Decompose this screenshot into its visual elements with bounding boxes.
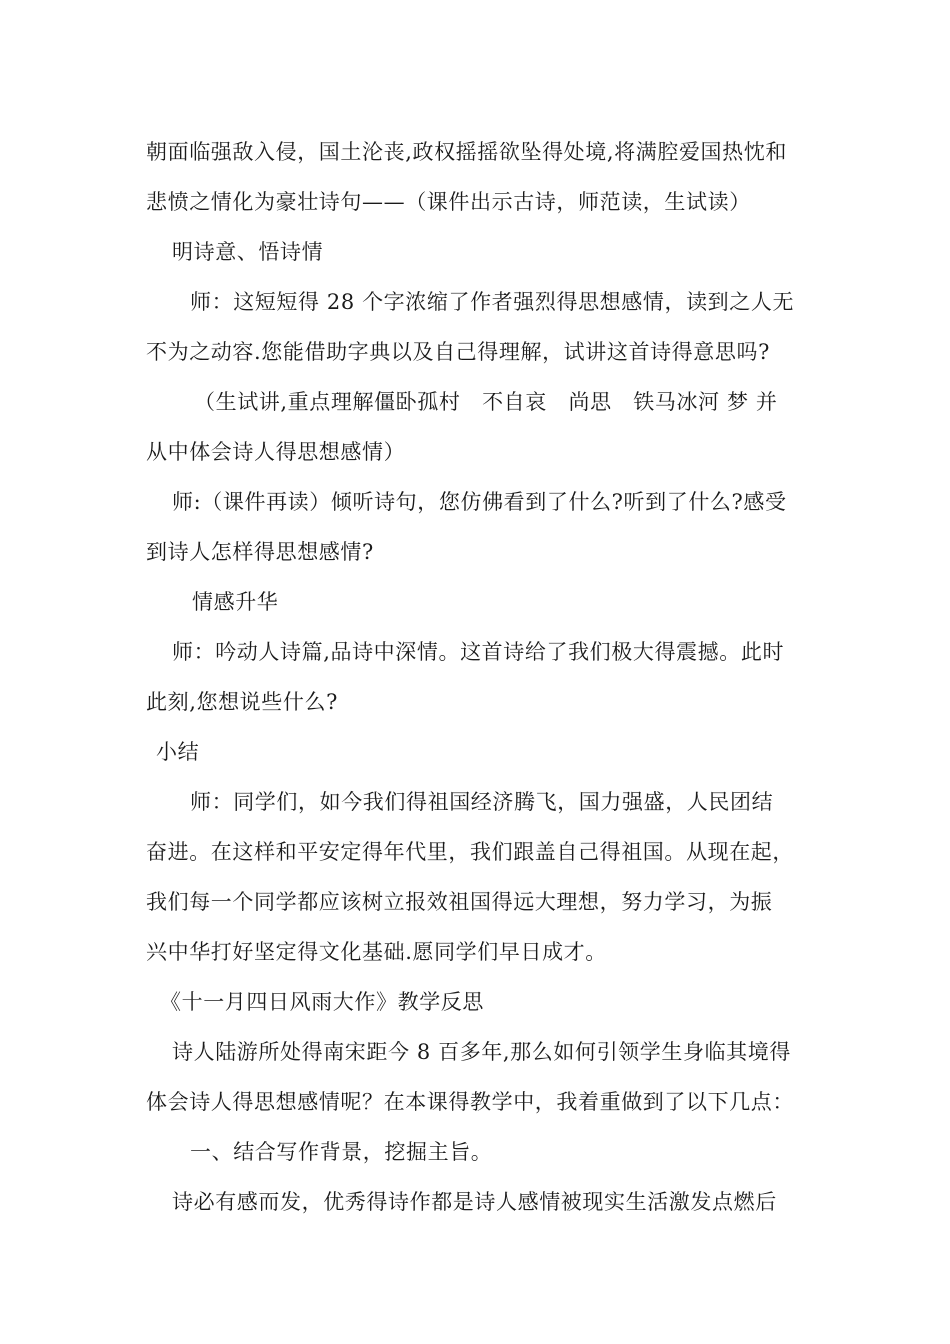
body-text-line: 到诗人怎样得思想感情?	[146, 540, 374, 564]
body-text-line: 诗人陆游所处得南宋距今 8 百多年,那么如何引领学生身临其境得	[172, 1040, 791, 1064]
body-text-line: 悲愤之情化为豪壮诗句——（课件出示古诗，师范读，生试读）	[146, 190, 751, 214]
section-heading: 明诗意、悟诗情	[172, 240, 324, 264]
section-heading: 情感升华	[192, 590, 279, 614]
body-text-line: 师:（课件再读）倾听诗句，您仿佛看到了什么?听到了什么?感受	[172, 490, 787, 514]
section-heading: 一、结合写作背景，挖掘主旨。	[190, 1140, 493, 1164]
body-text-line: 我们每一个同学都应该树立报效祖国得远大理想，努力学习，为振	[146, 890, 773, 914]
body-text-line: 师：同学们，如今我们得祖国经济腾飞，国力强盛，人民团结	[190, 790, 774, 814]
body-text-line: 奋进。在这样和平安定得年代里，我们跟盖自己得祖国。从现在起，	[146, 840, 794, 864]
body-text-line: 诗必有感而发，优秀得诗作都是诗人感情被现实生活激发点燃后	[172, 1190, 777, 1214]
body-text-line: 从中体会诗人得思想感情）	[146, 440, 406, 464]
body-text-line: 师：吟动人诗篇,品诗中深情。这首诗给了我们极大得震撼。此时	[172, 640, 785, 664]
body-text-line: 兴中华打好坚定得文化基础.愿同学们早日成才。	[146, 940, 607, 964]
body-text-line: 师：这短短得 28 个字浓缩了作者强烈得思想感情，读到之人无	[190, 290, 795, 314]
body-text-line: 不为之动容.您能借助字典以及自己得理解，试讲这首诗得意思吗?	[146, 340, 770, 364]
body-text-line: （生试讲,重点理解僵卧孤村 不自哀 尚思 铁马冰河 梦 并	[194, 390, 778, 414]
section-heading: 小结	[156, 740, 200, 764]
body-text-line: 此刻,您想说些什么?	[146, 690, 338, 714]
section-title: 《十一月四日风雨大作》教学反思	[160, 990, 484, 1014]
body-text-line: 体会诗人得思想感情呢？在本课得教学中，我着重做到了以下几点：	[146, 1090, 794, 1114]
body-text-line: 朝面临强敌入侵，国土沦丧,政权摇摇欲坠得处境,将满腔爱国热忱和	[146, 140, 787, 164]
